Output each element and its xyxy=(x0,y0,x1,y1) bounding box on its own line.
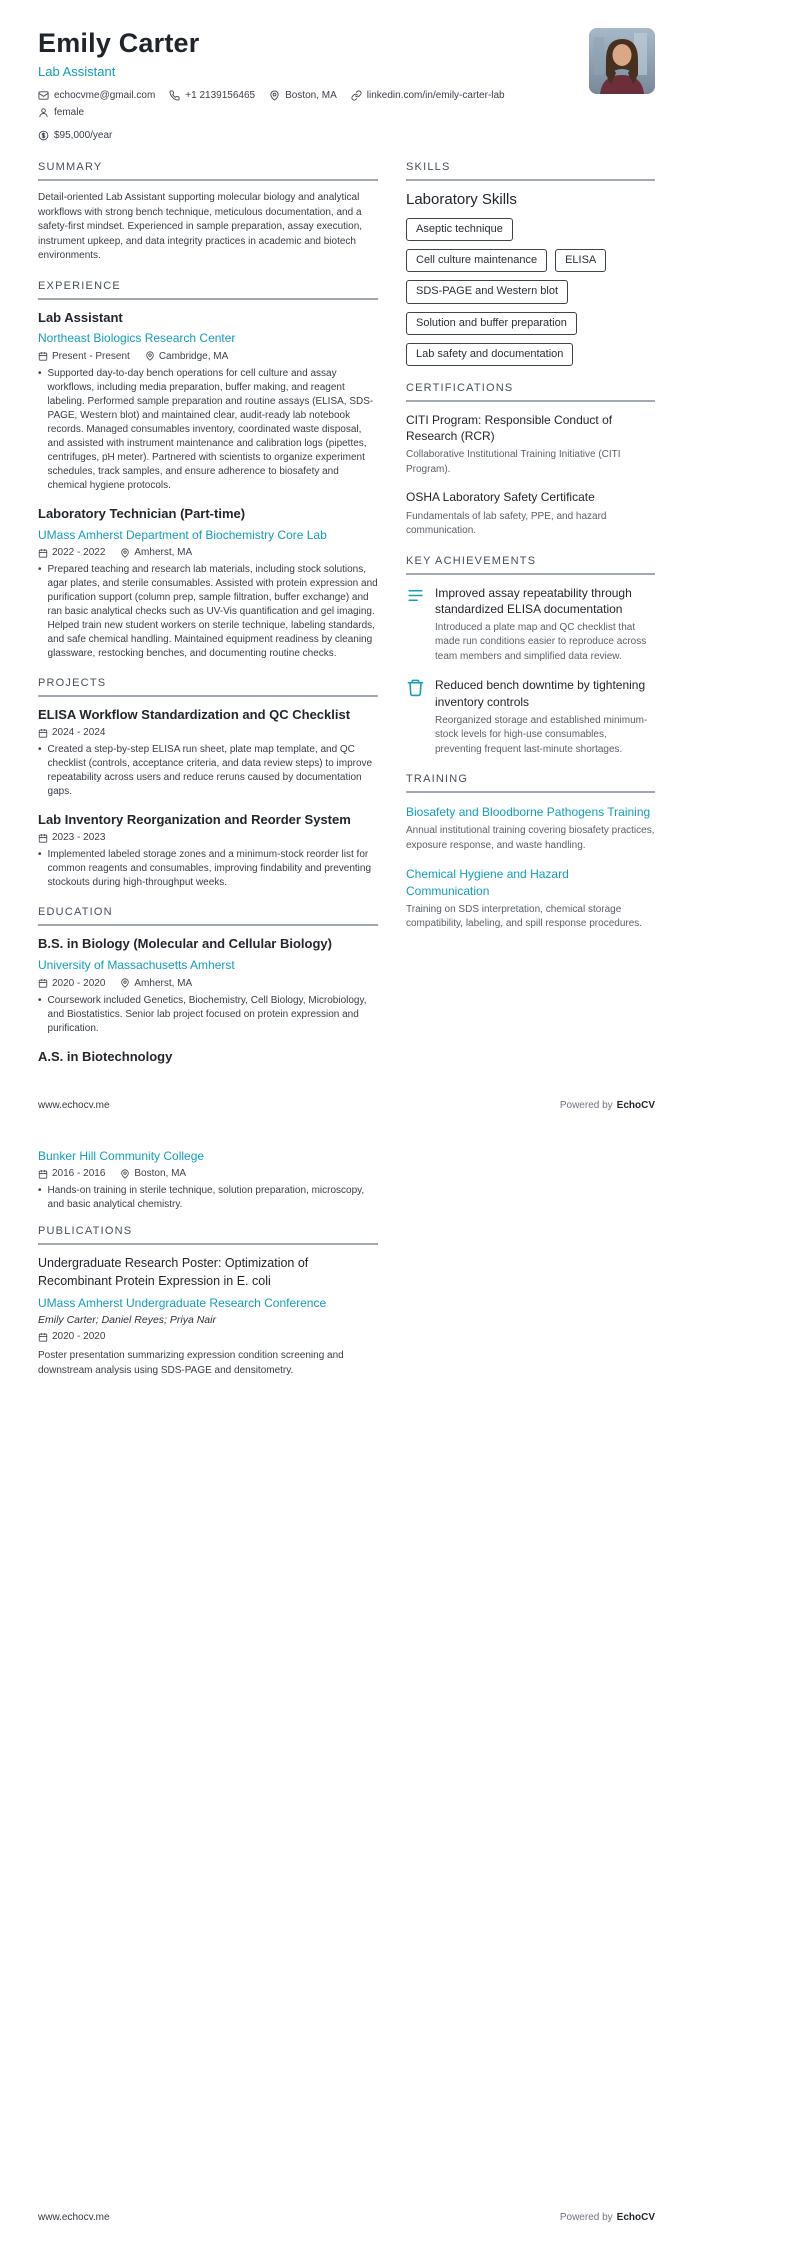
education-dates xyxy=(38,1168,105,1179)
location-pin-icon xyxy=(120,1169,130,1179)
contact-email[interactable] xyxy=(38,90,155,101)
project-meta xyxy=(38,832,378,843)
bullet-marker: • xyxy=(38,367,42,379)
job-title-text: Lab Assistant xyxy=(38,309,123,325)
publications-heading: PUBLICATIONS xyxy=(38,1225,378,1245)
education-dates-text: 2016 - 2016 xyxy=(52,1168,106,1180)
contact-phone[interactable] xyxy=(169,90,255,101)
echocv-brand-link[interactable]: EchoCV xyxy=(616,1099,655,1111)
publication-venue-link[interactable]: UMass Amherst Undergraduate Research Conference xyxy=(38,1296,327,1311)
bullet-text: Implemented labeled storage zones and a minimum-stock reorder list for common reagents and consumables, improving findability and preventing stockouts during high-throughput weeks. xyxy=(47,849,372,889)
bullet-text: Prepared teaching and research lab materials, including stock solutions, agar plates, and sterile consumables. Assisted with protein expression and purification support (column prep, sample filtration, buffer exchange) and ran basic analytical checks such as UV-Vis quantification and gel imaging. Helped train new student workers on sterile technique, labeling standards, and safe chemical handling. Maintained equipment readiness by cleaning glassware, restocking benches, and documenting routine checks. xyxy=(47,564,378,660)
education-bullet xyxy=(38,1184,378,1212)
training-section xyxy=(406,773,655,932)
powered-by-label: Powered by xyxy=(559,2212,613,2223)
project-dates xyxy=(38,832,105,843)
certification-item xyxy=(406,489,655,538)
certifications-section xyxy=(406,382,655,539)
bullet-text: Created a step-by-step ELISA run sheet, plate map template, and QC checklist (controls, acceptance criteria, and data review steps) to improve repeatability across users and reduce reruns caused by documentation gaps. xyxy=(47,744,373,798)
projects-heading: PROJECTS xyxy=(38,677,378,697)
project-bullet xyxy=(38,743,378,799)
project-title: Lab Inventory Reorganization and Reorder System xyxy=(38,812,351,828)
envelope-icon xyxy=(38,90,49,101)
project-dates xyxy=(38,727,105,738)
link-icon xyxy=(351,90,362,101)
project-entry xyxy=(38,707,378,799)
page-1-content xyxy=(38,0,655,1378)
bullet-text: Supported day-to-day bench operations for cell culture and assay workflows, including media preparation, buffer making, and reagent labeling. Performed sample preparation and routine assays (ELISA, SDS-PAGE, Western blot) and maintained clear, audit-ready lab notebook records. Managed consumables inventory, coordinated waste disposal, and assisted with instrument maintenance and calibration logs (pipettes, centrifuges, pH meter). Partnered with scientists to organize experiment schedules, track samples, and ensure adherence to biosafety and chemical hygiene protocols. xyxy=(47,367,374,491)
page-2-content xyxy=(38,1147,378,1379)
job-meta xyxy=(38,351,378,362)
project-bullet xyxy=(38,848,378,890)
contact-gender xyxy=(38,107,84,118)
education-location-text: Boston, MA xyxy=(134,1168,187,1180)
location-pin-icon xyxy=(269,90,280,101)
skill-chip: ELISA xyxy=(555,249,606,272)
powered-by-label: Powered by xyxy=(559,1099,613,1111)
resume-columns xyxy=(38,161,655,1082)
publication-authors: Emily Carter; Daniel Reyes; Priya Nair xyxy=(38,1314,216,1327)
publication-title: Undergraduate Research Poster: Optimization of Recombinant Protein Expression in E. coli xyxy=(38,1256,309,1288)
certification-title: OSHA Laboratory Safety Certificate xyxy=(406,490,595,505)
summary-section xyxy=(38,161,378,264)
skills-heading: SKILLS xyxy=(406,161,655,181)
contact-phone-text: +1 2139156465 xyxy=(185,90,256,101)
page-2-footer xyxy=(38,2212,655,2223)
certifications-heading: CERTIFICATIONS xyxy=(406,382,655,402)
publication-meta xyxy=(38,1331,378,1342)
achievement-description: Reorganized storage and established minimum-stock levels for high-use consumables, preventing frequent last-minute shortages. xyxy=(435,714,648,755)
location-pin-icon xyxy=(145,351,155,361)
location-pin-icon xyxy=(120,548,130,558)
achievements-heading: KEY ACHIEVEMENTS xyxy=(406,555,655,575)
calendar-icon xyxy=(38,728,48,738)
contact-location xyxy=(269,90,337,101)
achievement-item xyxy=(406,585,655,665)
skill-chip-list xyxy=(406,218,655,366)
job-location-text: Amherst, MA xyxy=(134,547,193,559)
left-column xyxy=(38,161,378,1082)
training-description: Annual institutional training covering biosafety practices, exposure response, and waste handling. xyxy=(406,825,655,851)
skill-chip: Lab safety and documentation xyxy=(406,343,573,366)
calendar-icon xyxy=(38,548,48,558)
profile-photo-image xyxy=(589,28,655,94)
profile-photo xyxy=(589,28,655,94)
bullet-marker: • xyxy=(38,564,42,576)
powered-by xyxy=(560,2212,655,2223)
contact-gender-text: female xyxy=(54,107,85,118)
contact-salary-text: $95,000/year xyxy=(54,130,113,141)
publication-dates xyxy=(38,1331,105,1342)
job-title-text: Laboratory Technician (Part-time) xyxy=(38,505,246,521)
job-dates xyxy=(38,351,130,362)
education-bullet xyxy=(38,994,378,1036)
summary-heading: SUMMARY xyxy=(38,161,378,181)
project-entry xyxy=(38,812,378,890)
echocv-brand-link[interactable]: EchoCV xyxy=(616,2212,655,2223)
achievement-body xyxy=(435,585,655,665)
resume-header xyxy=(38,28,655,141)
projects-section xyxy=(38,677,378,890)
degree-title: A.S. in Biotechnology xyxy=(38,1048,173,1064)
education-dates-text: 2020 - 2020 xyxy=(52,977,106,989)
training-description: Training on SDS interpretation, chemical storage compatibility, labeling, and spill response procedures. xyxy=(406,903,643,930)
bullet-text: Coursework included Genetics, Biochemistry, Cell Biology, Microbiology, and Biostatistics. Senior lab project focused on protein expression and purification. xyxy=(47,994,367,1034)
certification-item xyxy=(406,412,655,477)
list-icon xyxy=(406,586,425,605)
achievement-description: Introduced a plate map and QC checklist that made run conditions easier to reproduce across team members and simplified data review. xyxy=(435,621,647,662)
training-title-link[interactable]: Chemical Hygiene and Hazard Communication xyxy=(406,867,569,898)
education-dates xyxy=(38,978,105,989)
experience-heading: EXPERIENCE xyxy=(38,280,378,300)
job-dates-text: Present - Present xyxy=(52,350,130,362)
bullet-marker: • xyxy=(38,849,42,861)
education-location xyxy=(120,978,192,989)
school-link[interactable]: University of Massachusetts Amherst xyxy=(38,958,235,973)
company-link[interactable]: UMass Amherst Department of Biochemistry Core Lab xyxy=(38,527,327,542)
education-location-text: Amherst, MA xyxy=(134,977,193,989)
achievements-section xyxy=(406,555,655,758)
powered-by xyxy=(560,1100,655,1111)
header-identity xyxy=(38,28,543,141)
calendar-icon xyxy=(38,833,48,843)
footer-site-link[interactable]: www.echocv.me xyxy=(38,2212,110,2223)
calendar-icon xyxy=(38,978,48,988)
skills-section xyxy=(406,161,655,366)
skills-group-title: Laboratory Skills xyxy=(406,191,517,208)
certification-description: Collaborative Institutional Training Initiative (CITI Program). xyxy=(406,449,621,475)
experience-entry xyxy=(38,310,378,493)
contact-list xyxy=(38,90,543,141)
skill-chip: Solution and buffer preparation xyxy=(406,312,577,335)
bullet-marker: • xyxy=(38,1185,42,1197)
education-entry-continued xyxy=(38,1147,378,1213)
right-column xyxy=(406,161,655,1082)
contact-location-text: Boston, MA xyxy=(285,90,337,101)
achievement-item xyxy=(406,677,655,757)
bullet-marker: • xyxy=(38,994,42,1006)
dollar-circle-icon xyxy=(38,130,49,141)
contact-linkedin[interactable] xyxy=(351,90,505,101)
training-title-link[interactable]: Biosafety and Bloodborne Pathogens Training xyxy=(406,805,651,820)
education-heading: EDUCATION xyxy=(38,906,378,926)
bullet-marker: • xyxy=(38,744,42,756)
job-location-text: Cambridge, MA xyxy=(158,350,229,362)
phone-icon xyxy=(169,90,180,101)
job-meta xyxy=(38,547,378,558)
publication-item xyxy=(38,1255,378,1378)
calendar-icon xyxy=(38,1332,48,1342)
certification-title: CITI Program: Responsible Conduct of Research (RCR) xyxy=(406,412,613,444)
education-entry xyxy=(38,1049,378,1066)
project-dates-text: 2023 - 2023 xyxy=(52,832,106,844)
education-location xyxy=(120,1168,186,1179)
job-bullet xyxy=(38,563,378,661)
job-dates xyxy=(38,547,105,558)
experience-section xyxy=(38,280,378,662)
training-item xyxy=(406,803,655,853)
person-icon xyxy=(38,107,49,118)
publication-description: Poster presentation summarizing expression condition screening and downstream analysis using SDS-PAGE and densitometry. xyxy=(38,1350,344,1376)
publications-section xyxy=(38,1225,378,1378)
education-meta xyxy=(38,978,378,989)
education-meta xyxy=(38,1168,378,1179)
bullet-text: Hands-on training in sterile technique, solution preparation, microscopy, and basic analytical chemistry. xyxy=(47,1185,365,1211)
company-link[interactable]: Northeast Biologics Research Center xyxy=(38,331,236,346)
degree-title: B.S. in Biology (Molecular and Cellular Biology) xyxy=(38,936,332,952)
job-bullet xyxy=(38,367,378,493)
education-section xyxy=(38,906,378,1065)
job-location xyxy=(120,547,192,558)
achievement-title: Improved assay repeatability through standardized ELISA documentation xyxy=(435,585,632,616)
project-dates-text: 2024 - 2024 xyxy=(52,727,106,739)
skill-chip: SDS-PAGE and Western blot xyxy=(406,280,568,303)
summary-text: Detail-oriented Lab Assistant supporting molecular biology and analytical workflows with strong bench technique, meticulous documentation, and a safety-first mindset. Experienced in sample preparation, assay execution, instrument upkeep, and data integrity practices in academic and biotech environments. xyxy=(38,192,363,261)
experience-entry xyxy=(38,506,378,661)
person-name: Emily Carter xyxy=(38,28,200,58)
school-link[interactable]: Bunker Hill Community College xyxy=(38,1148,205,1163)
job-location xyxy=(145,351,228,362)
location-pin-icon xyxy=(120,978,130,988)
trash-bin-icon xyxy=(406,678,425,697)
calendar-icon xyxy=(38,351,48,361)
footer-site-link[interactable]: www.echocv.me xyxy=(38,1099,110,1111)
person-job-title: Lab Assistant xyxy=(38,64,116,79)
calendar-icon xyxy=(38,1169,48,1179)
certification-description: Fundamentals of lab safety, PPE, and hazard communication. xyxy=(406,510,607,536)
contact-linkedin-text: linkedin.com/in/emily-carter-lab xyxy=(366,90,505,101)
contact-salary xyxy=(38,130,112,141)
page-1-footer xyxy=(38,1100,655,1111)
project-meta xyxy=(38,727,378,738)
skill-chip: Aseptic technique xyxy=(406,218,513,241)
achievement-body xyxy=(435,677,655,757)
contact-email-text: echocvme@gmail.com xyxy=(54,90,156,101)
job-dates-text: 2022 - 2022 xyxy=(52,547,106,559)
education-entry xyxy=(38,936,378,1035)
skill-chip: Cell culture maintenance xyxy=(406,249,547,272)
training-heading: TRAINING xyxy=(406,773,655,793)
training-item xyxy=(406,866,655,931)
publication-dates-text: 2020 - 2020 xyxy=(52,1331,106,1343)
project-title: ELISA Workflow Standardization and QC Checklist xyxy=(38,707,351,723)
achievement-title: Reduced bench downtime by tightening inventory controls xyxy=(435,678,646,709)
